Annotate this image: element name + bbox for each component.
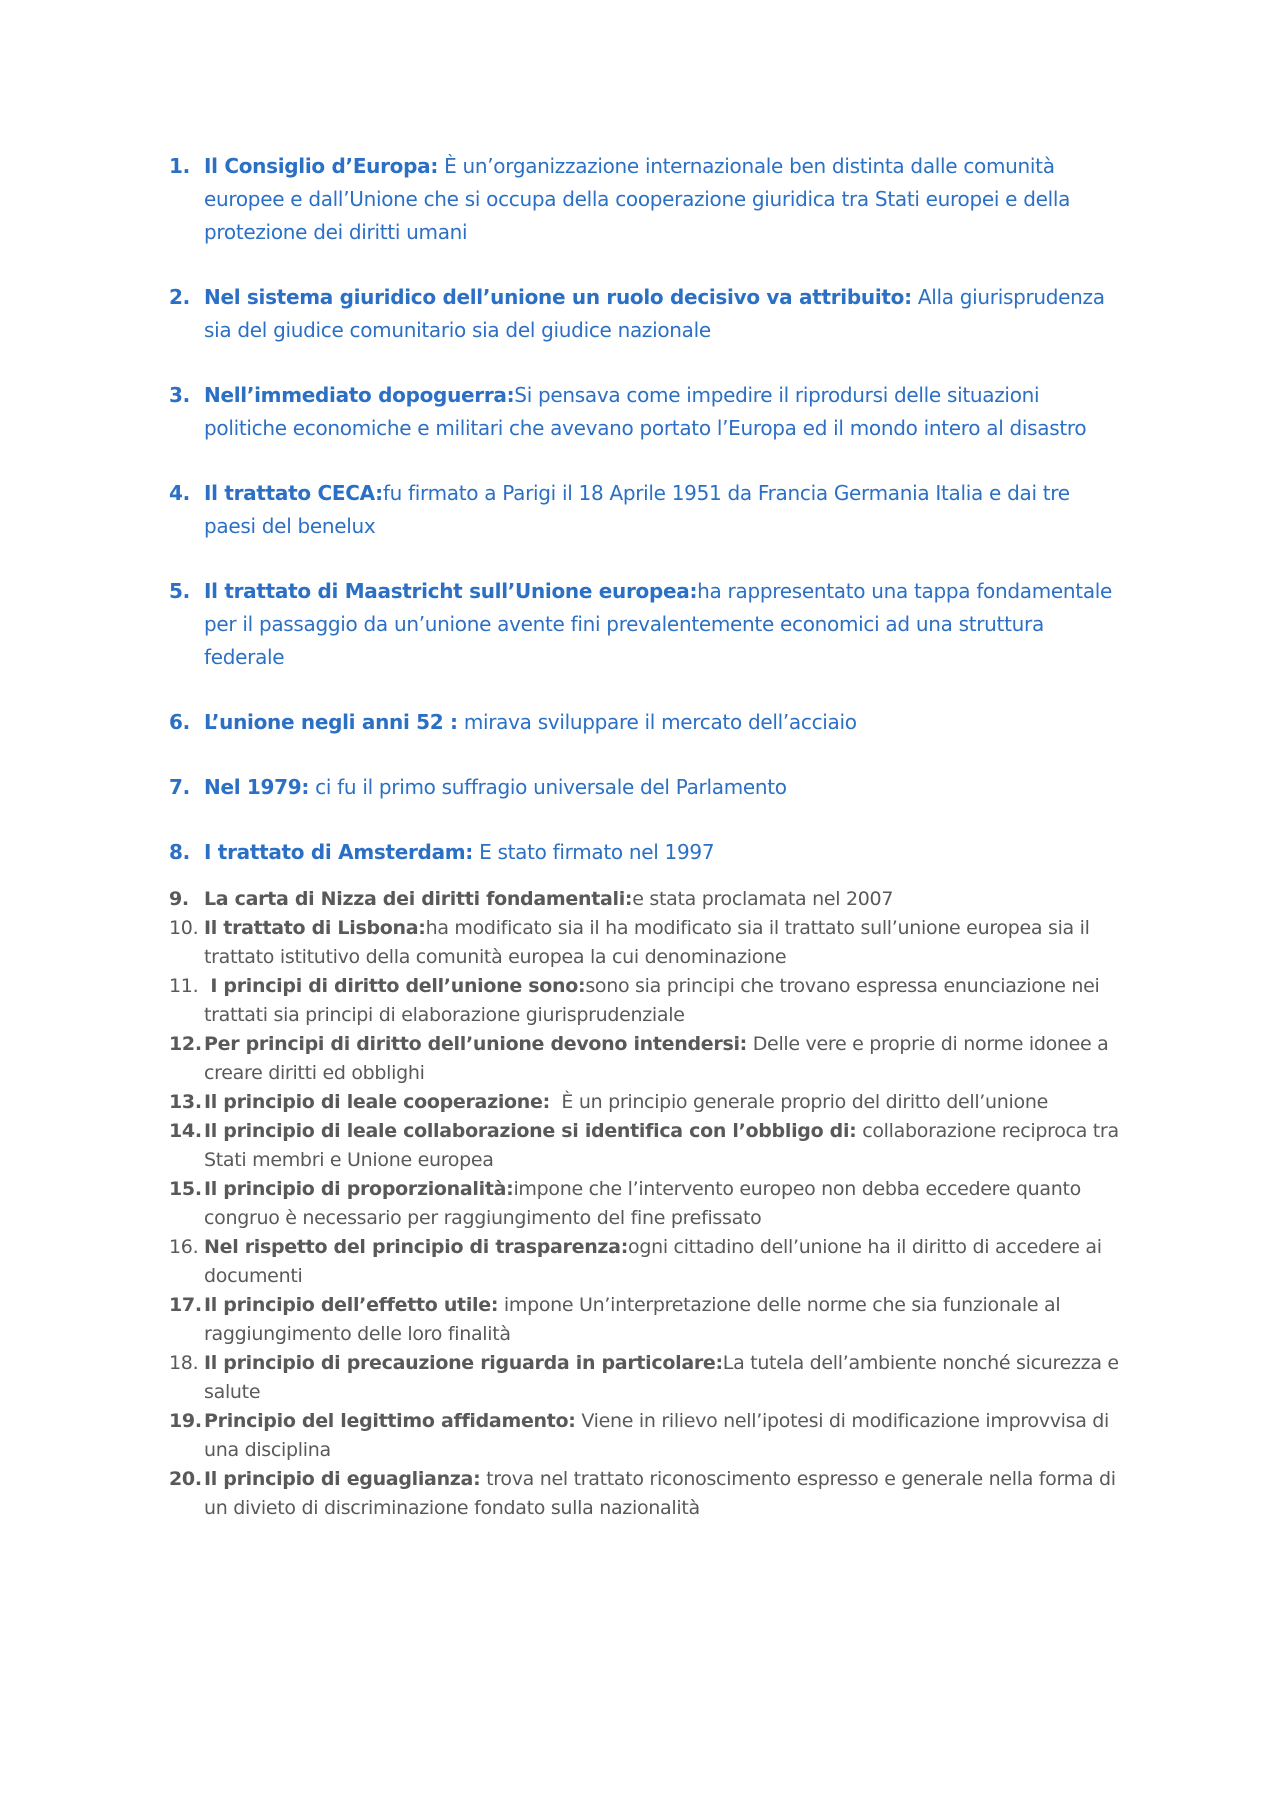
item-text bbox=[204, 775, 787, 799]
item-term: Nel sistema giuridico dell’unione un ruolo decisivo va attribuito: bbox=[204, 285, 912, 309]
item-number: 6. bbox=[169, 710, 190, 734]
item-definition: È un principio generale proprio del diritto dell’unione bbox=[549, 1091, 1048, 1113]
list-item bbox=[169, 1349, 1125, 1407]
item-number: 15. bbox=[169, 1178, 202, 1200]
item-term: Il trattato di Maastricht sull’Unione europea: bbox=[204, 579, 698, 603]
item-number: 18. bbox=[169, 1352, 199, 1374]
list-item bbox=[169, 1465, 1125, 1523]
item-text bbox=[204, 1468, 1121, 1519]
item-text bbox=[204, 888, 893, 910]
item-number: 3. bbox=[169, 383, 190, 407]
item-term: Nel 1979: bbox=[204, 775, 310, 799]
item-number: 11. bbox=[169, 975, 199, 997]
item-term: Il principio dell’effetto utile: bbox=[204, 1294, 499, 1316]
item-text bbox=[204, 710, 857, 734]
list-item bbox=[169, 1233, 1125, 1291]
list-item bbox=[169, 972, 1125, 1030]
item-definition: ha rappresentato una tappa fondamentale per il passaggio da un’unione avente fini prevalentemente economici ad una struttura federale bbox=[204, 579, 1119, 669]
item-number: 17. bbox=[169, 1294, 202, 1316]
item-term: Il principio di leale cooperazione: bbox=[204, 1091, 550, 1113]
item-definition: fu firmato a Parigi il 18 Aprile 1951 da Francia Germania Italia e dai tre paesi del benelux bbox=[204, 481, 1076, 538]
item-term: Il principio di precauzione riguarda in particolare: bbox=[204, 1352, 723, 1374]
item-definition: sono sia principi che trovano espressa enunciazione nei trattati sia principi di elaborazione giurisprudenziale bbox=[204, 975, 1106, 1026]
item-term: Nel rispetto del principio di trasparenza: bbox=[204, 1236, 629, 1258]
item-number: 13. bbox=[169, 1091, 202, 1113]
list-item bbox=[169, 1088, 1125, 1117]
item-definition: E stato firmato nel 1997 bbox=[473, 840, 715, 864]
item-number: 20. bbox=[169, 1468, 202, 1490]
item-definition: È un’organizzazione internazionale ben distinta dalle comunità europee e dall’Unione che si occupa della cooperazione giuridica tra Stati europei e della protezione dei diritti umani bbox=[204, 154, 1077, 244]
item-term: La carta di Nizza dei diritti fondamentali: bbox=[204, 888, 633, 910]
item-definition: Alla giurisprudenza sia del giudice comunitario sia del giudice nazionale bbox=[204, 285, 1111, 342]
item-definition: trova nel trattato riconoscimento espresso e generale nella forma di un divieto di discriminazione fondato sulla nazionalità bbox=[204, 1468, 1122, 1519]
item-text bbox=[204, 1294, 1066, 1345]
item-text bbox=[204, 1410, 1115, 1461]
list-item bbox=[169, 914, 1125, 972]
item-definition: Si pensava come impedire il riprodursi delle situazioni politiche economiche e militari che avevano portato l’Europa ed il mondo intero al disastro bbox=[204, 383, 1087, 440]
list-item bbox=[169, 1030, 1125, 1088]
list-item bbox=[169, 885, 1125, 914]
item-definition: Delle vere e proprie di norme idonee a creare diritti ed obblighi bbox=[204, 1033, 1115, 1084]
item-definition: ci fu il primo suffragio universale del Parlamento bbox=[309, 775, 787, 799]
item-text bbox=[204, 154, 1076, 244]
item-number: 4. bbox=[169, 481, 190, 505]
list-item bbox=[169, 281, 1125, 347]
item-number: 10. bbox=[169, 917, 199, 939]
item-text bbox=[204, 1178, 1087, 1229]
list-item bbox=[169, 706, 1125, 739]
list-item bbox=[169, 1407, 1125, 1465]
item-definition: mirava sviluppare il mercato dell’acciaio bbox=[457, 710, 857, 734]
item-text bbox=[204, 1091, 1048, 1113]
item-number: 2. bbox=[169, 285, 190, 309]
list-item bbox=[169, 771, 1125, 804]
list-item bbox=[169, 379, 1125, 445]
list-item bbox=[169, 150, 1125, 249]
list-item bbox=[169, 836, 1125, 869]
item-definition: ogni cittadino dell’unione ha il diritto di accedere ai documenti bbox=[204, 1236, 1108, 1287]
list-item bbox=[169, 477, 1125, 543]
item-term: Il trattato CECA: bbox=[204, 481, 383, 505]
list-item bbox=[169, 1291, 1125, 1349]
item-text bbox=[204, 917, 1095, 968]
item-text bbox=[204, 975, 1105, 1026]
item-number: 7. bbox=[169, 775, 190, 799]
item-term: Il principio di leale collaborazione si identifica con l’obbligo di: bbox=[204, 1120, 857, 1142]
item-definition: e stata proclamata nel 2007 bbox=[632, 888, 894, 910]
item-term: I trattato di Amsterdam: bbox=[204, 840, 474, 864]
item-number: 16. bbox=[169, 1236, 199, 1258]
item-number: 9. bbox=[169, 888, 189, 910]
item-number: 8. bbox=[169, 840, 190, 864]
item-definition: La tutela dell’ambiente nonché sicurezza e salute bbox=[204, 1352, 1125, 1403]
item-number: 5. bbox=[169, 579, 190, 603]
item-term: Il principio di proporzionalità: bbox=[204, 1178, 514, 1200]
item-number: 12. bbox=[169, 1033, 202, 1055]
item-text bbox=[204, 1120, 1125, 1171]
item-term: Principio del legittimo affidamento: bbox=[204, 1410, 576, 1432]
list-item bbox=[169, 1117, 1125, 1175]
item-definition: impone che l’intervento europeo non debba eccedere quanto congruo è necessario per raggiungimento del fine prefissato bbox=[204, 1178, 1087, 1229]
item-definition: collaborazione reciproca tra Stati membri e Unione europea bbox=[204, 1120, 1125, 1171]
item-text bbox=[204, 579, 1118, 669]
item-term: Il principio di eguaglianza: bbox=[204, 1468, 481, 1490]
item-number: 19. bbox=[169, 1410, 202, 1432]
list-item bbox=[169, 1175, 1125, 1233]
item-text bbox=[204, 1033, 1114, 1084]
item-text bbox=[204, 285, 1111, 342]
item-definition: Viene in rilievo nell’ipotesi di modificazione improvvisa di una disciplina bbox=[204, 1410, 1115, 1461]
item-term: Nell’immediato dopoguerra: bbox=[204, 383, 515, 407]
item-text bbox=[204, 1352, 1125, 1403]
item-term: I principi di diritto dell’unione sono: bbox=[204, 975, 586, 997]
item-definition: impone Un’interpretazione delle norme che sia funzionale al raggiungimento delle loro finalità bbox=[204, 1294, 1067, 1345]
item-term: L’unione negli anni 52 : bbox=[204, 710, 458, 734]
item-term: Il Consiglio d’Europa: bbox=[204, 154, 439, 178]
item-term: Per principi di diritto dell’unione devono intendersi: bbox=[204, 1033, 747, 1055]
item-text bbox=[204, 481, 1076, 538]
item-term: Il trattato di Lisbona: bbox=[204, 917, 426, 939]
item-text bbox=[204, 1236, 1107, 1287]
item-number: 14. bbox=[169, 1120, 202, 1142]
list-item bbox=[169, 575, 1125, 674]
item-number: 1. bbox=[169, 154, 190, 178]
item-text bbox=[204, 840, 714, 864]
item-definition: ha modificato sia il ha modificato sia il trattato sull’unione europea sia il trattato istitutivo della comunità europea la cui denominazione bbox=[204, 917, 1096, 968]
item-text bbox=[204, 383, 1086, 440]
definition-list bbox=[169, 150, 1125, 1523]
